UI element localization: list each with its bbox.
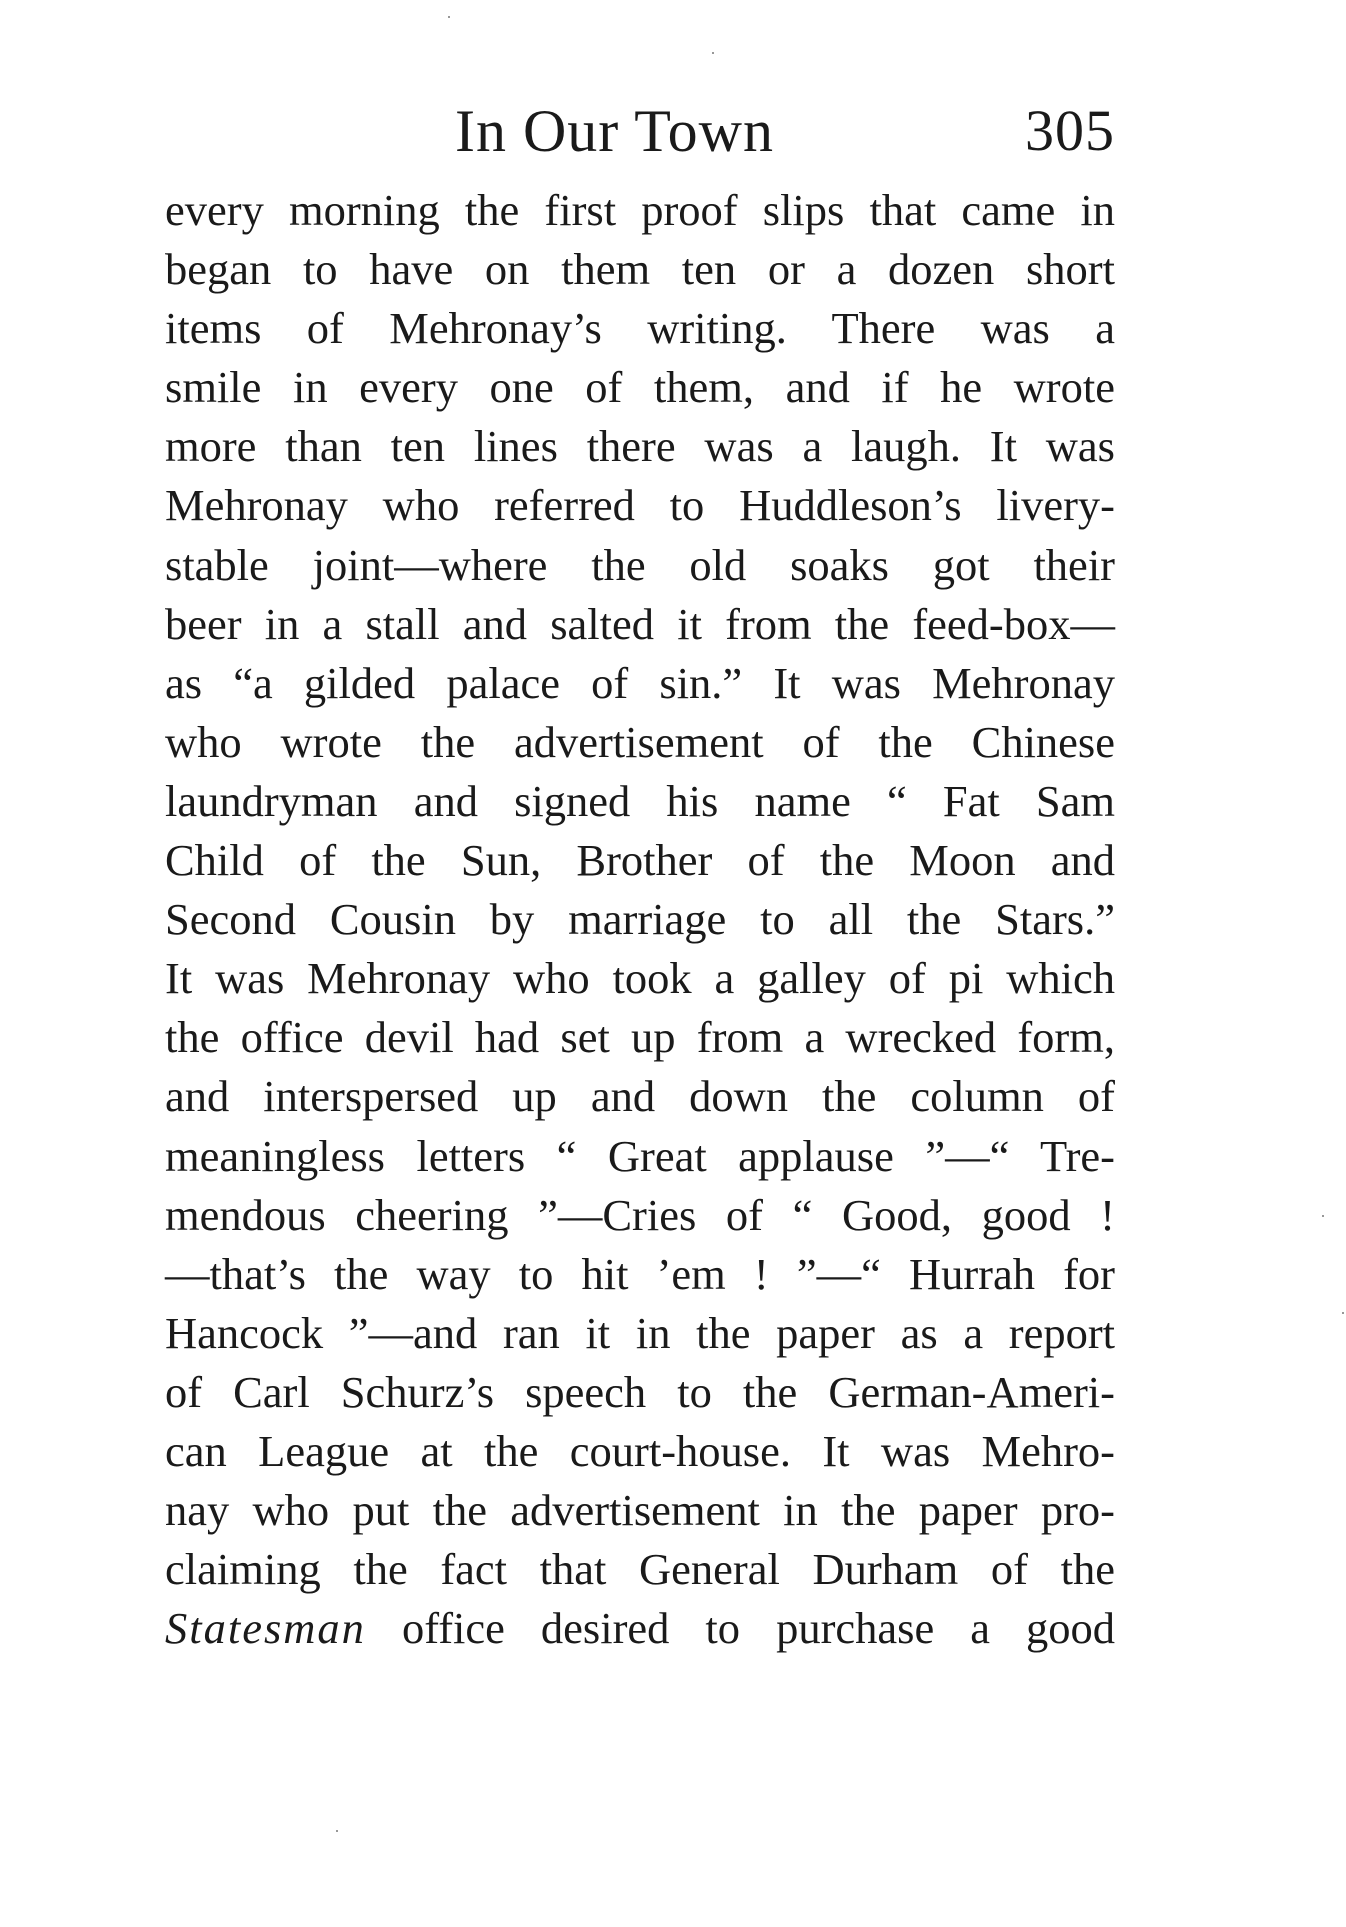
text-line: It was Mehronay who took a galley of pi which [165,953,1115,1004]
italic-word: Statesman [165,1603,366,1654]
text-line: Mehronay who referred to Huddleson’s livery- [165,480,1115,531]
text-line: meaningless letters “ Great applause ”—“ Tre- [165,1130,1115,1181]
paper-speck [712,52,714,54]
paper-speck [1322,1215,1324,1217]
running-head-title: In Our Town [455,98,774,164]
text-line: began to have on them ten or a dozen short [165,244,1115,295]
text-line: who wrote the advertisement of the Chinese [165,716,1115,767]
text-line: stable joint—where the old soaks got their [165,539,1115,590]
text-line: —that’s the way to hit ’em ! ”—“ Hurrah for [165,1248,1115,1299]
running-head [165,96,1115,166]
text-line: smile in every one of them, and if he wrote [165,362,1115,413]
text-line: more than ten lines there was a laugh. It was [165,421,1115,472]
text-line: beer in a stall and salted it from the feed-box— [165,598,1115,649]
body-text [165,181,1115,1658]
text-line: mendous cheering ”—Cries of “ Good, good ! [165,1189,1115,1240]
text-line: as “a gilded palace of sin.” It was Mehronay [165,657,1115,708]
text-line: can League at the court-house. It was Mehro- [165,1425,1115,1476]
text-line: Second Cousin by marriage to all the Stars.” [165,894,1115,945]
text-line: the office devil had set up from a wrecked form, [165,1012,1115,1063]
text-line: items of Mehronay’s writing. There was a [165,303,1115,354]
text-line: Hancock ”—and ran it in the paper as a report [165,1307,1115,1358]
paper-speck [448,16,450,18]
text-line: nay who put the advertisement in the paper pro- [165,1485,1115,1536]
paper-speck [1342,1312,1344,1314]
paper-speck [336,1830,338,1832]
text-line-rest: office desired to purchase a good [365,1603,1115,1654]
text-line: every morning the first proof slips that came in [165,185,1115,235]
page-number: 305 [1025,98,1115,163]
text-line-last [165,1599,1115,1658]
text-line: Child of the Sun, Brother of the Moon and [165,835,1115,886]
text-line: laundryman and signed his name “ Fat Sam [165,775,1115,826]
text-line: and interspersed up and down the column of [165,1071,1115,1122]
text-line: claiming the fact that General Durham of the [165,1544,1115,1595]
text-line: of Carl Schurz’s speech to the German-Ameri- [165,1366,1115,1417]
